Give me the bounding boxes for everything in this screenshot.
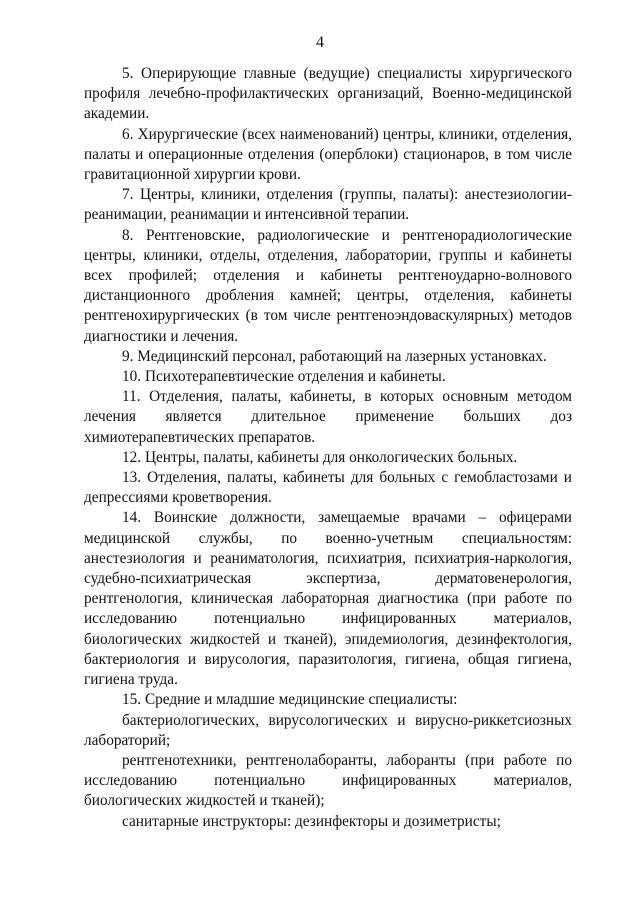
paragraph-item-14: 14. Воинские должности, замещаемые врачами – офицерами медицинской службы, по военно-учетным специальностям: анестезиология и реаниматология, психиатрия, психиатрия-наркология, судебно-психиатрическая экспертиза, дерматовенерология, рентгенология, клиническая лабораторная диагностика (при работе по исследованию потенциально инфицированных материалов, биологических жидкостей и тканей), эпидемиология, дезинфектология, бактериология и вирусология, паразитология, гигиена, общая гигиена, гигиена труда. (84, 509, 572, 689)
page-number: 4 (316, 34, 324, 51)
paragraph-item-10: 10. Психотерапевтические отделения и кабинеты. (122, 368, 446, 386)
paragraph-15-subitem: бактериологических, вирусологических и вирусно-риккетсиозных лабораторий; (84, 711, 572, 749)
paragraph-15-subitem: санитарные инструкторы: дезинфекторы и дозиметристы; (122, 812, 501, 830)
document-body (84, 64, 572, 832)
paragraph-item-7: 7. Центры, клиники, отделения (группы, палаты): анестезиологии-реанимации, реанимации и интенсивной терапии. (84, 186, 572, 224)
paragraph-item-5: 5. Оперирующие главные (ведущие) специалисты хирургического профиля лечебно-профилактических организаций, Военно-медицинской академии. (84, 65, 572, 123)
paragraph-item-15: 15. Средние и младшие медицинские специалисты: (122, 691, 458, 709)
paragraph-item-11: 11. Отделения, палаты, кабинеты, в которых основным методом лечения является длительное применение больших доз химиотерапевтических препаратов. (84, 388, 572, 446)
paragraph-item-9: 9. Медицинский персонал, работающий на лазерных установках. (122, 347, 547, 365)
paragraph-item-12: 12. Центры, палаты, кабинеты для онкологических больных. (122, 448, 518, 466)
paragraph-15-subitem: рентгенотехники, рентгенолаборанты, лаборанты (при работе по исследованию потенциально инфицированных материалов, биологических жидкостей и тканей); (84, 751, 572, 810)
paragraph-item-8: 8. Рентгеновские, радиологические и рентгенорадиологические центры, клиники, отделы, отделения, лаборатории, группы и кабинеты всех профилей; отделения и кабинеты рентгеноударно-волнового дистанционного дробления камней; центры, отделения, кабинеты рентгенохирургических (в том числе рентгеноэндоваскулярных) методов диагностики и лечения. (84, 226, 572, 345)
paragraph-item-6: 6. Хирургические (всех наименований) центры, клиники, отделения, палаты и операционные отделения (оперблоки) стационаров, в том числе гравитационной хирургии крови. (84, 125, 572, 184)
paragraph-item-13: 13. Отделения, палаты, кабинеты для больных с гемобластозами и депрессиями кроветворения. (84, 469, 572, 507)
